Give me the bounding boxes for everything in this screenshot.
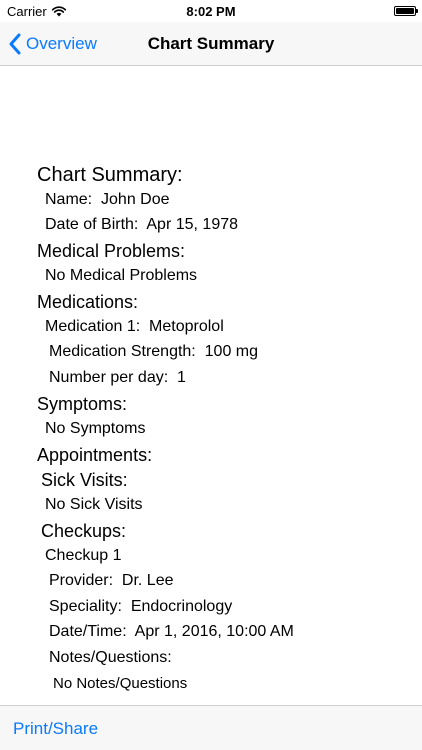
- print-share-button[interactable]: Print/Share: [13, 719, 99, 738]
- chevron-left-icon: [8, 33, 22, 55]
- provider-value: Provider: Dr. Lee: [49, 572, 174, 589]
- battery-icon: [394, 6, 416, 16]
- bottom-toolbar: [0, 705, 422, 750]
- speciality-value: Speciality: Endocrinology: [49, 598, 233, 615]
- status-bar: [0, 0, 422, 22]
- sick-visits-value: No Sick Visits: [45, 496, 143, 513]
- back-button-label: Overview: [26, 33, 97, 53]
- notes-value: No Notes/Questions: [53, 675, 188, 692]
- back-button[interactable]: [8, 22, 97, 65]
- battery-fill: [396, 8, 414, 14]
- summary-heading: Chart Summary:: [37, 164, 183, 186]
- medication-1-value: Medication 1: Metoprolol: [45, 318, 224, 335]
- dob-value: Date of Birth: Apr 15, 1978: [45, 216, 239, 233]
- medical-problems-value: No Medical Problems: [45, 267, 198, 284]
- name-value: Name: John Doe: [45, 191, 170, 208]
- appointments-heading: Appointments:: [37, 445, 153, 465]
- medication-strength-value: Medication Strength: 100 mg: [49, 343, 259, 360]
- navigation-bar: [0, 22, 422, 66]
- symptoms-value: No Symptoms: [45, 420, 146, 437]
- checkup-1-label: Checkup 1: [45, 547, 122, 564]
- battery-tip: [416, 9, 418, 13]
- medications-heading: Medications:: [37, 292, 139, 312]
- status-time: 8:02 PM: [186, 3, 236, 19]
- sick-visits-heading: Sick Visits:: [41, 470, 128, 490]
- checkups-heading: Checkups:: [41, 521, 127, 541]
- symptoms-heading: Symptoms:: [37, 394, 128, 414]
- number-per-day-value: Number per day: 1: [49, 369, 186, 386]
- carrier-label: Carrier: [7, 3, 47, 19]
- medical-problems-heading: Medical Problems:: [37, 241, 186, 261]
- datetime-value: Date/Time: Apr 1, 2016, 10:00 AM: [49, 623, 294, 640]
- notes-heading: Notes/Questions:: [49, 649, 172, 666]
- page-title: Chart Summary: [147, 34, 275, 53]
